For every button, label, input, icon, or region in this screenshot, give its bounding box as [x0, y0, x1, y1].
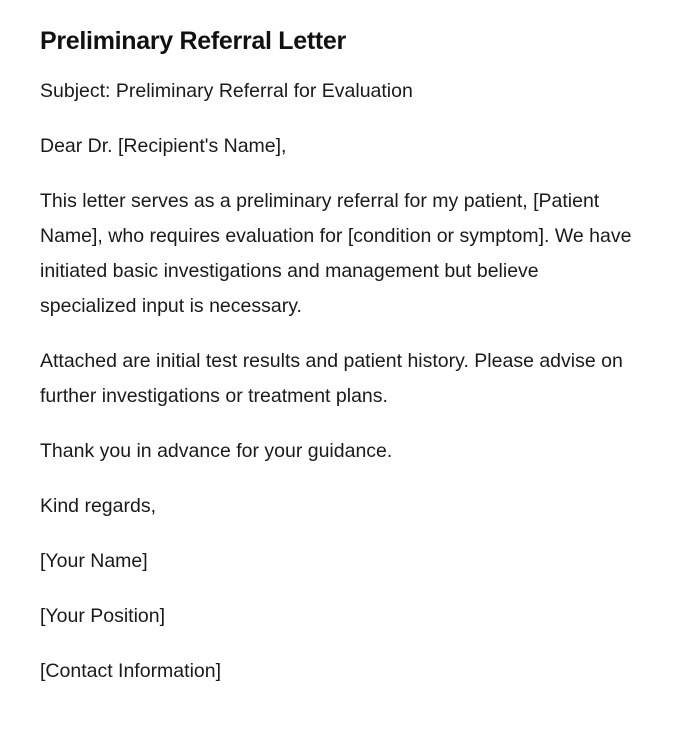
sender-name: [Your Name] — [40, 550, 148, 572]
letter-salutation: Dear Dr. [Recipient's Name], — [40, 135, 287, 157]
letter-body-paragraph-2: Attached are initial test results and patient history. Please advise on further investigations or treatment plans. — [40, 350, 623, 407]
letter-title: Preliminary Referral Letter — [40, 27, 346, 55]
sender-contact: [Contact Information] — [40, 660, 222, 682]
letter-body-paragraph-1: This letter serves as a preliminary referral for my patient, [Patient Name], who requires evaluation for [condition or symptom]. We have initiated basic investigations and management but believe specialized input is necessary. — [40, 190, 632, 317]
referral-letter — [40, 24, 640, 709]
letter-body-paragraph-3: Thank you in advance for your guidance. — [40, 440, 393, 462]
letter-closing: Kind regards, — [40, 495, 156, 517]
sender-position: [Your Position] — [40, 605, 166, 627]
letter-subject: Subject: Preliminary Referral for Evaluation — [40, 80, 413, 102]
